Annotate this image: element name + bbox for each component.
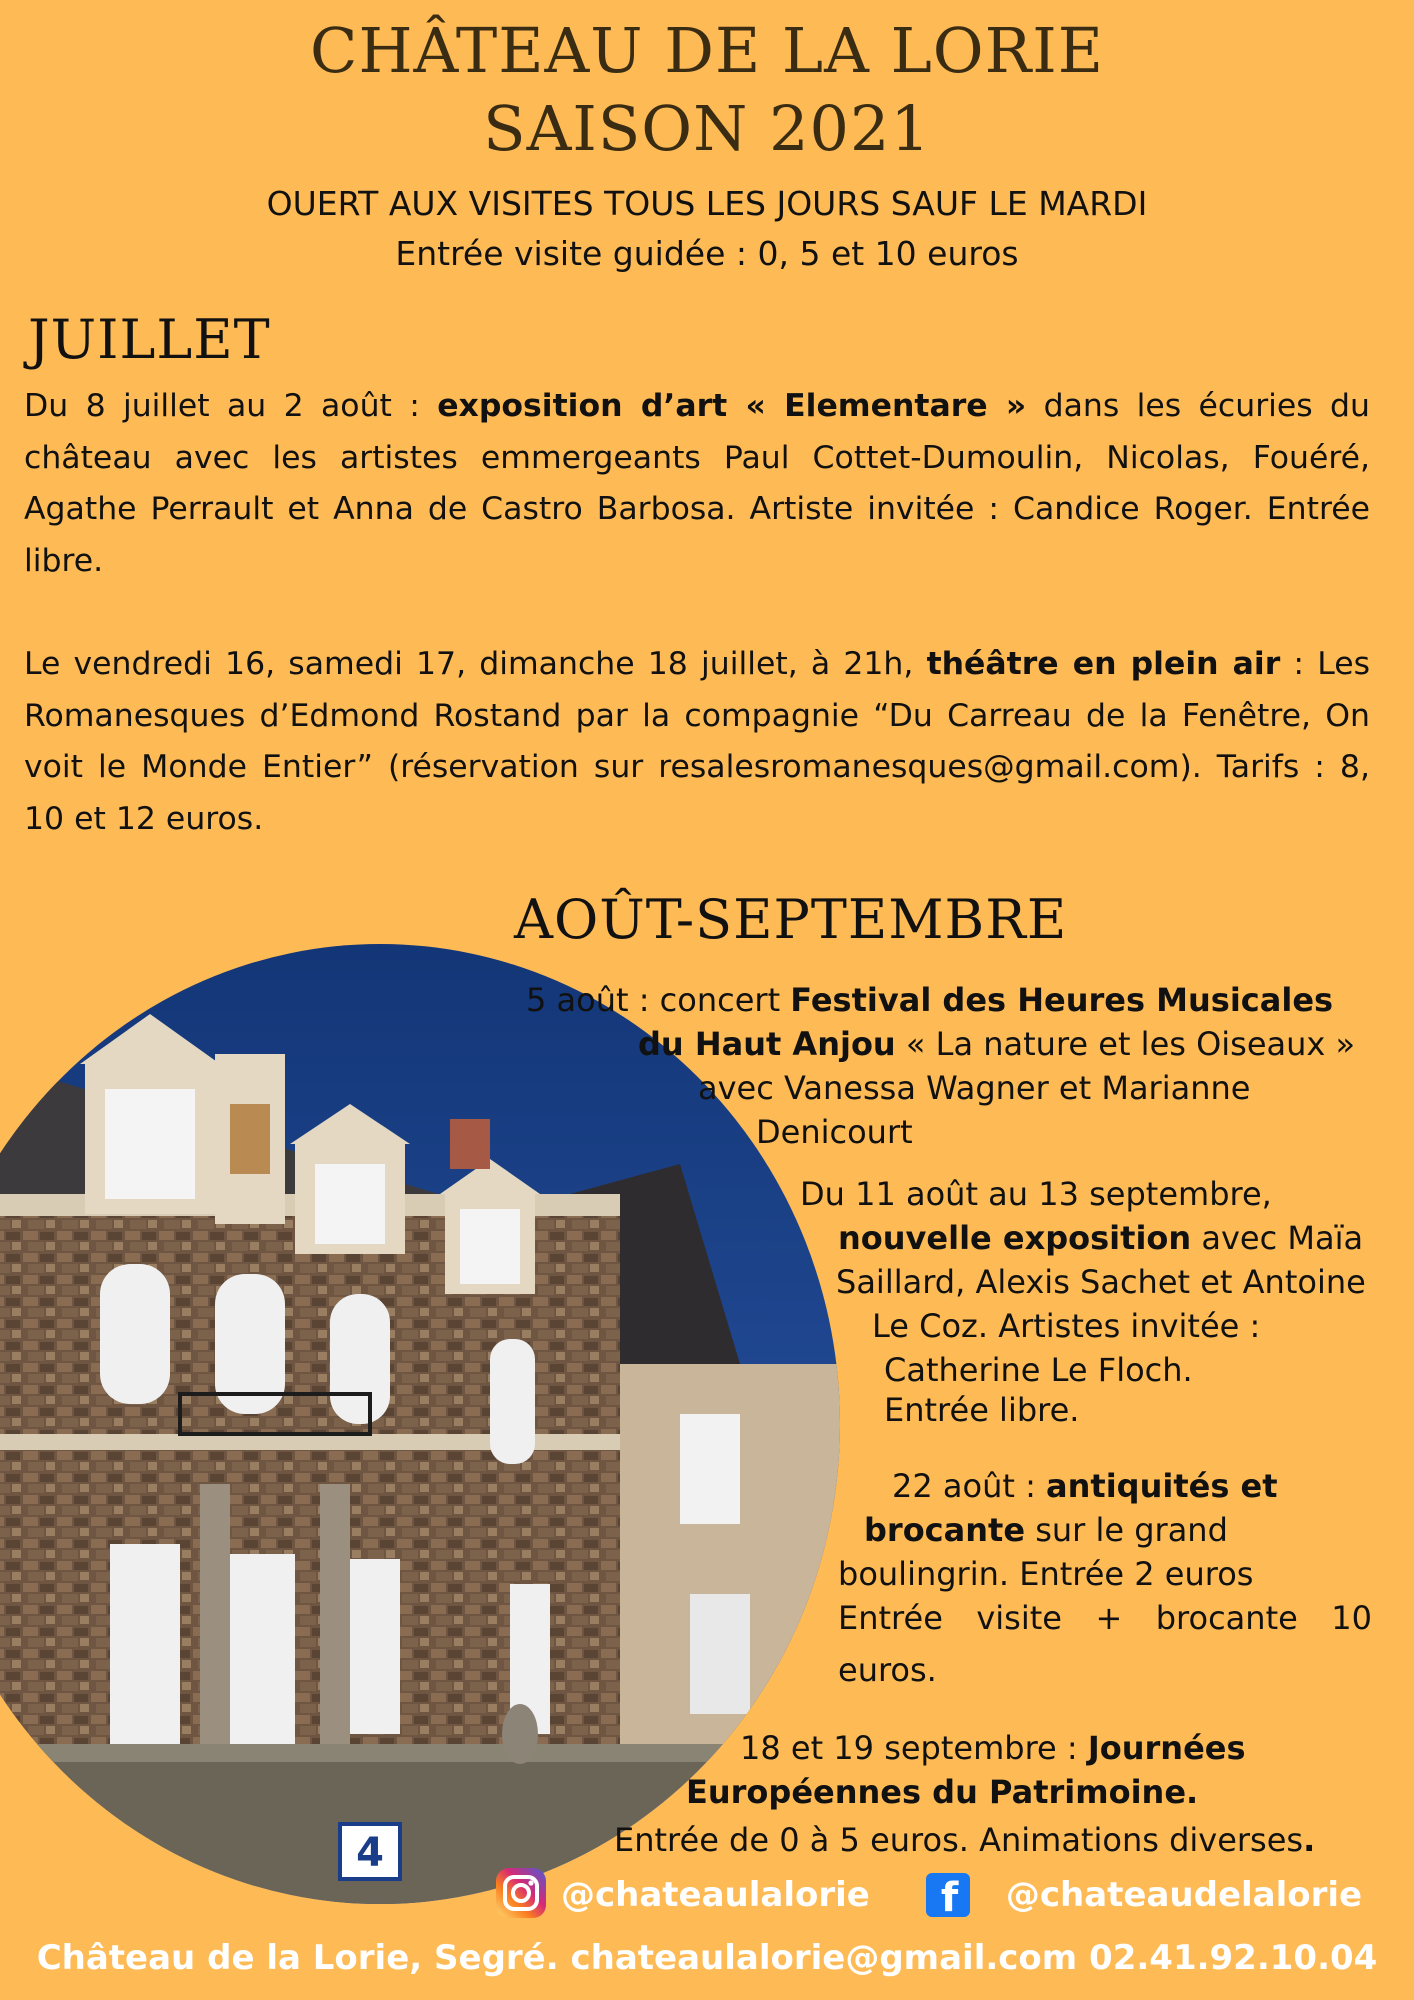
event-title: du Haut Anjou (638, 1025, 896, 1063)
event-theatre (24, 639, 1370, 845)
footer-contact: Château de la Lorie, Segré. chateaulalorie@gmail.com 02.41.92.10.04 (36, 1938, 1378, 1978)
event-exposition-line1: Du 11 août au 13 septembre, (800, 1175, 1272, 1213)
event-title: Européennes du Patrimoine. (686, 1773, 1199, 1811)
event-description: dans les écuries du château avec les artistes emmergeants Paul Cottet-Dumoulin, Nicolas, Fouéré, Agathe Perrault et Anna de Castro Barbosa. Artiste invitée : Candice Roger. Entrée libre. (24, 388, 1370, 579)
event-title: théâtre en plein air (926, 646, 1281, 682)
event-title: antiquités et (1046, 1467, 1278, 1505)
event-description: avec Maïa (1191, 1219, 1364, 1257)
event-punctuation: . (1303, 1821, 1316, 1859)
event-exposition-line5: Catherine Le Floch. (884, 1351, 1193, 1389)
opening-hours: OUERT AUX VISITES TOUS LES JOURS SAUF LE MARDI (266, 184, 1148, 223)
event-title: exposition d’art « Elementare » (437, 388, 1027, 424)
event-description: sur le grand (1025, 1511, 1228, 1549)
event-exposition-line4: Le Coz. Artistes invitée : (872, 1307, 1261, 1345)
event-date: 5 août : concert (526, 981, 791, 1019)
facebook-glyph: f (940, 1875, 959, 1921)
instagram-handle[interactable]: @chateaulalorie (561, 1875, 870, 1915)
social-links (495, 1868, 1362, 1922)
event-description: Entrée de 0 à 5 euros. Animations diverses (614, 1821, 1304, 1859)
event-description: « La nature et les Oiseaux » (895, 1025, 1356, 1063)
poster-title: CHÂTEAU DE LA LORIE (310, 14, 1104, 87)
event-title: Festival des Heures Musicales (790, 981, 1334, 1019)
event-date: Du 8 juillet au 2 août : (24, 388, 438, 424)
event-concert-line3: avec Vanessa Wagner et Marianne (698, 1069, 1251, 1107)
season-title: SAISON 2021 (483, 92, 931, 165)
entry-price: Entrée visite guidée : 0, 5 et 10 euros (395, 234, 1019, 273)
event-date: 18 et 19 septembre : (740, 1729, 1088, 1767)
instagram-icon[interactable] (495, 1867, 547, 1923)
event-description: : Les Romanesques d’Edmond Rostand par la compagnie “Du Carreau de la Fenêtre, On voit le Monde Entier” (réservation sur resalesromanesques@gmail.com). Tarifs : 8, 10 et 12 euros. (24, 646, 1370, 837)
event-exposition-line6: Entrée libre. (884, 1391, 1080, 1429)
event-brocante-line5: euros. (838, 1651, 937, 1689)
section-heading-aout-septembre: AOÛT-SEPTEMBRE (514, 888, 1068, 951)
event-exposition-elementare (24, 381, 1370, 587)
event-date: Le vendredi 16, samedi 17, dimanche 18 juillet, à 21h, (24, 646, 927, 682)
event-title: Journées (1087, 1729, 1246, 1767)
event-exposition-line2 (838, 1216, 1363, 1260)
facebook-handle[interactable]: @chateaudelalorie (1005, 1875, 1363, 1915)
event-title: brocante (864, 1511, 1026, 1549)
event-concert-line4: Denicourt (756, 1113, 913, 1151)
section-heading-juillet: JUILLET (28, 308, 271, 371)
event-date: 22 août : (892, 1467, 1047, 1505)
event-exposition-line3: Saillard, Alexis Sachet et Antoine (836, 1263, 1366, 1301)
event-brocante-line3: boulingrin. Entrée 2 euros (838, 1555, 1254, 1593)
event-concert-line2 (638, 1022, 1355, 1066)
event-patrimoine-line2 (686, 1770, 1198, 1814)
event-concert-line1 (526, 978, 1333, 1022)
event-patrimoine-line1 (740, 1726, 1246, 1770)
event-brocante-line1 (892, 1464, 1278, 1508)
event-brocante-line2 (864, 1508, 1228, 1552)
event-brocante-line4: Entrée visite + brocante 10 (838, 1599, 1372, 1637)
event-title: nouvelle exposition (838, 1219, 1192, 1257)
event-patrimoine-line3 (614, 1818, 1315, 1862)
facebook-icon[interactable] (926, 1873, 970, 1921)
road-sign: 4 (356, 1830, 384, 1876)
